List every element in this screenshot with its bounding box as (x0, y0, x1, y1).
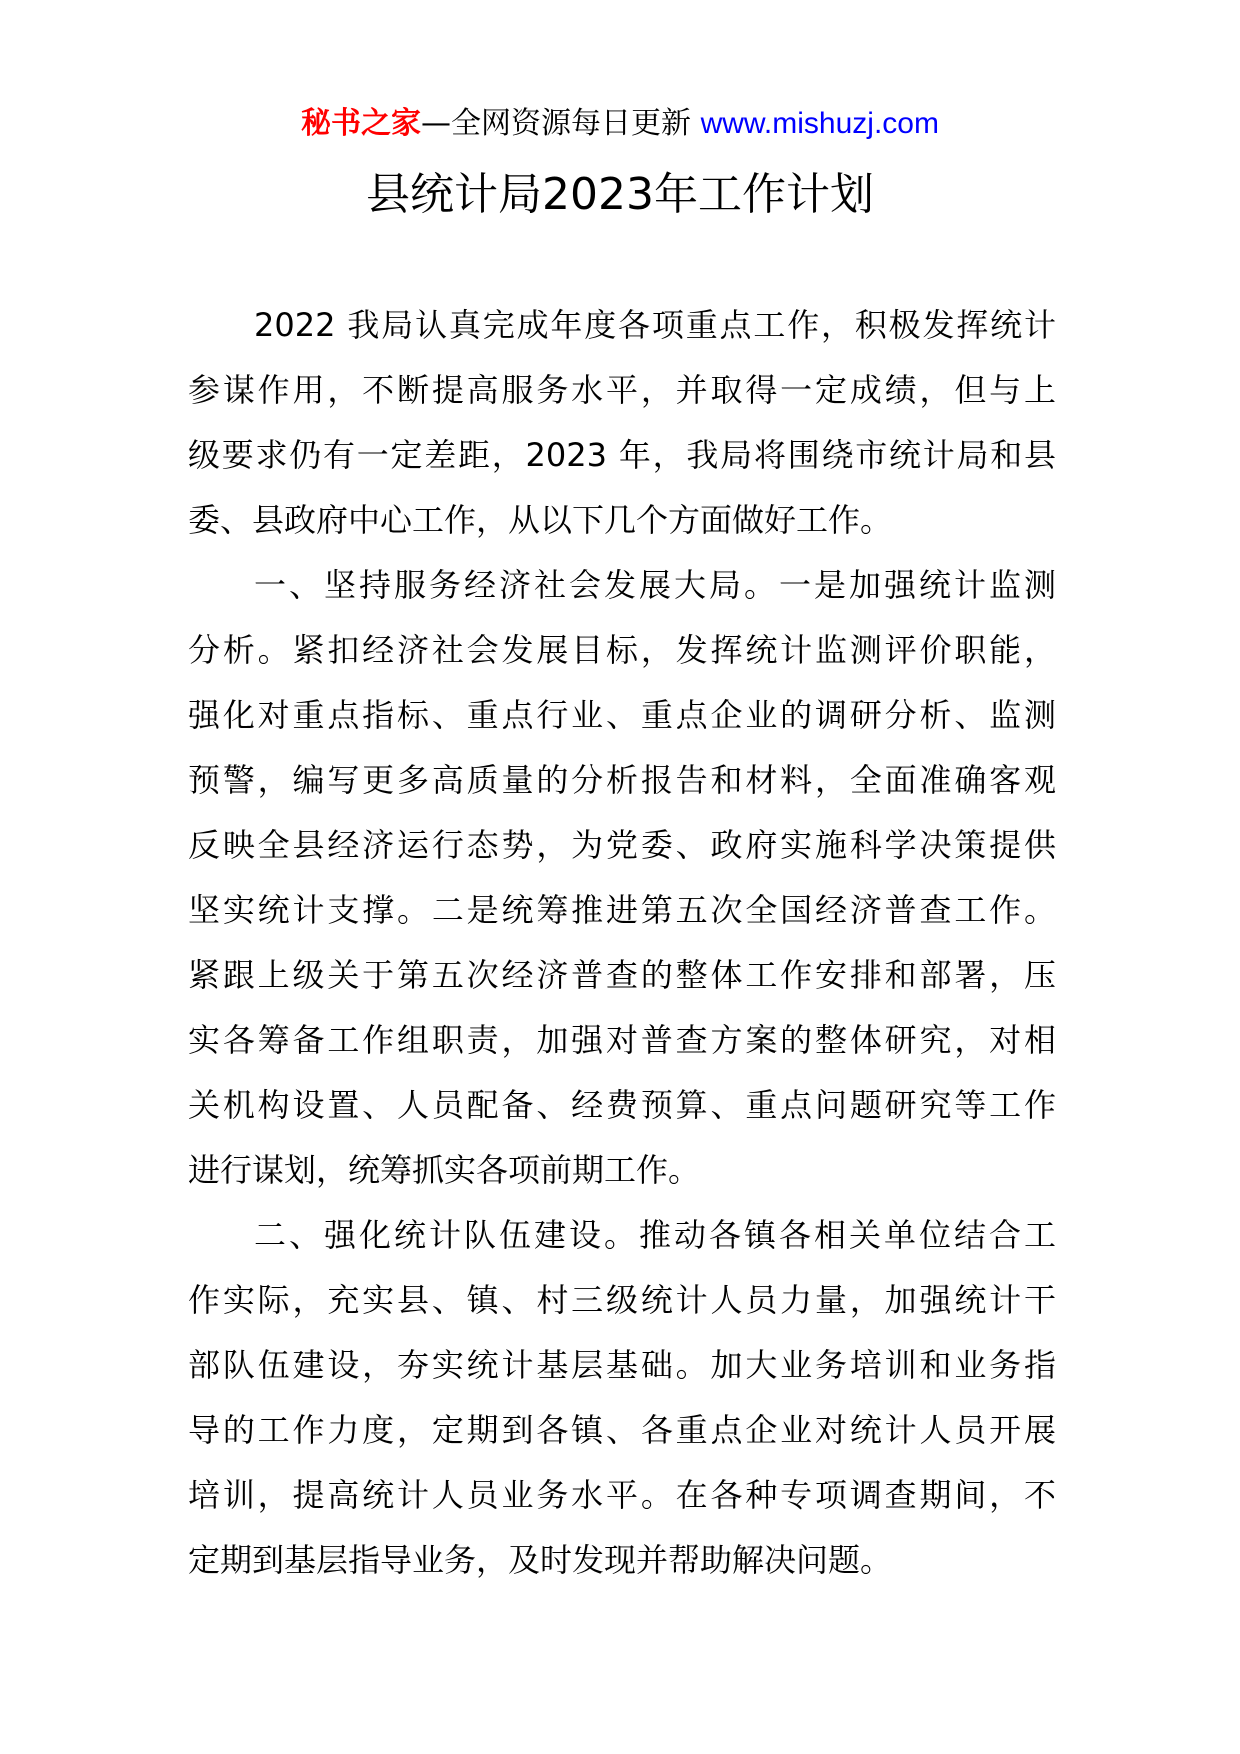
paragraph-line: 反映全县经济运行态势，为党委、政府实施科学决策提供 (188, 826, 1056, 864)
paragraph-line: 作实际，充实县、镇、村三级统计人员力量，加强统计干 (188, 1281, 1056, 1319)
paragraph-line: 二、强化统计队伍建设。推动各镇各相关单位结合工 (254, 1216, 1056, 1254)
paragraph-line: 参谋作用，不断提高服务水平，并取得一定成绩，但与上 (188, 371, 1056, 409)
paragraph-line: 培训，提高统计人员业务水平。在各种专项调查期间，不 (188, 1476, 1056, 1514)
paragraph-line: 强化对重点指标、重点行业、重点企业的调研分析、监测 (188, 696, 1056, 734)
paragraph-line: 预警，编写更多高质量的分析报告和材料，全面准确客观 (188, 761, 1056, 799)
paragraph-line: 关机构设置、人员配备、经费预算、重点问题研究等工作 (188, 1086, 1056, 1124)
header-url: www.mishuzj.com (700, 107, 939, 140)
paragraph-line: 2022 我局认真完成年度各项重点工作，积极发挥统计 (254, 306, 1056, 344)
brand-name: 秘书之家 (301, 106, 422, 141)
page-title: 县统计局2023年工作计划 (366, 169, 874, 220)
paragraph-line: 级要求仍有一定差距，2023 年，我局将围绕市统计局和县 (188, 436, 1056, 474)
paragraph-line: 进行谋划，统筹抓实各项前期工作。 (188, 1151, 701, 1189)
paragraph-line: 分析。紧扣经济社会发展目标，发挥统计监测评价职能， (188, 631, 1056, 669)
paragraph-line: 导的工作力度，定期到各镇、各重点企业对统计人员开展 (188, 1411, 1056, 1449)
paragraph-line: 紧跟上级关于第五次经济普查的整体工作安排和部署，压 (188, 956, 1056, 994)
paragraph-line: 定期到基层指导业务，及时发现并帮助解决问题。 (188, 1541, 893, 1579)
paragraph-line: 坚实统计支撑。二是统筹推进第五次全国经济普查工作。 (188, 891, 1056, 929)
header-slogan: —全网资源每日更新 (421, 106, 692, 141)
paragraph-line: 委、县政府中心工作，从以下几个方面做好工作。 (188, 501, 893, 539)
paragraph-line: 部队伍建设，夯实统计基层基础。加大业务培训和业务指 (188, 1346, 1056, 1384)
paragraph-line: 实各筹备工作组职责，加强对普查方案的整体研究，对相 (188, 1021, 1056, 1059)
document-body (188, 293, 1056, 1593)
header-banner (0, 100, 1240, 148)
paragraph-line: 一、坚持服务经济社会发展大局。一是加强统计监测 (254, 566, 1056, 604)
